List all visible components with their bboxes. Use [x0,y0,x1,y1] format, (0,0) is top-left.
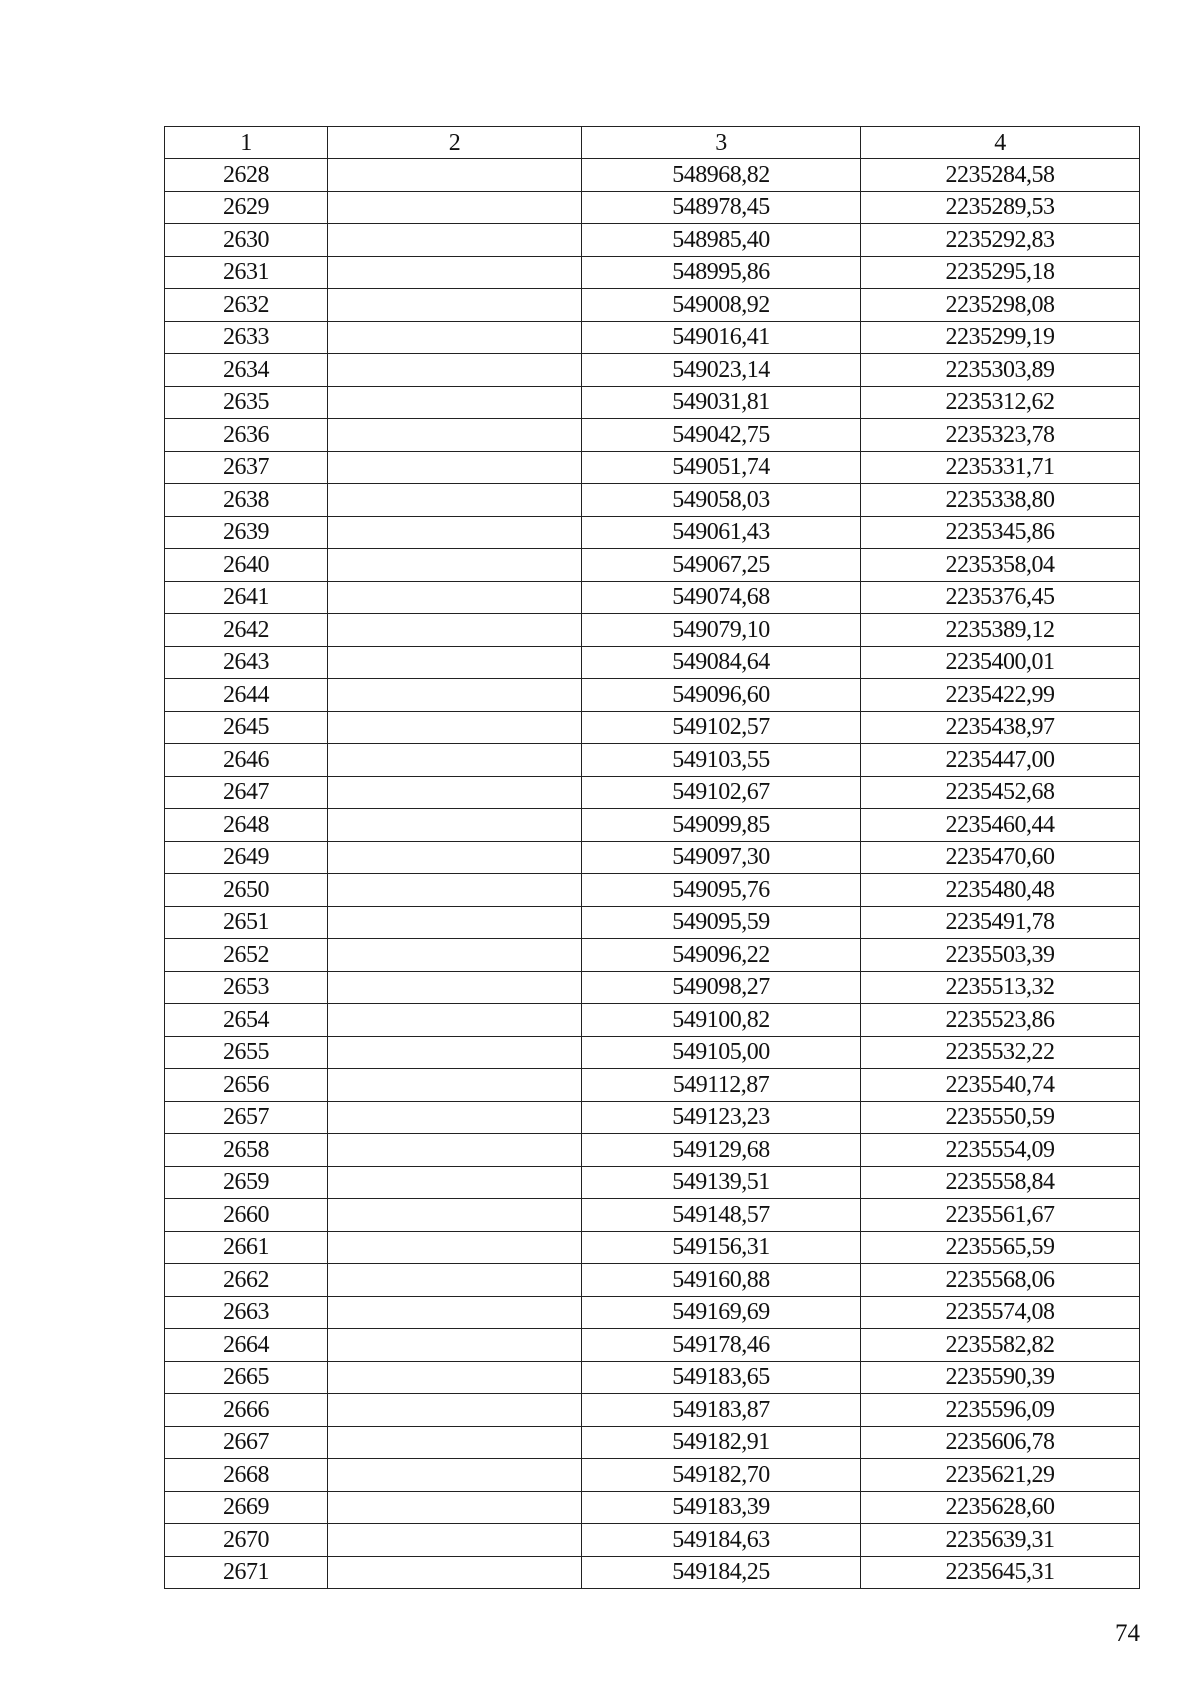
column-2-cell [328,159,582,192]
point-number-cell: 2657 [165,1101,328,1134]
x-coordinate-cell: 548978,45 [582,191,861,224]
table-row [165,1166,1140,1199]
point-number-cell: 2642 [165,614,328,647]
x-coordinate-cell: 549156,31 [582,1231,861,1264]
table-row [165,1491,1140,1524]
column-2-cell [328,874,582,907]
column-2-cell [328,516,582,549]
y-coordinate-cell: 2235295,18 [861,256,1140,289]
x-coordinate-cell: 549067,25 [582,549,861,582]
point-number-cell: 2663 [165,1296,328,1329]
y-coordinate-cell: 2235447,00 [861,744,1140,777]
y-coordinate-cell: 2235422,99 [861,679,1140,712]
point-number-cell: 2633 [165,321,328,354]
point-number-cell: 2634 [165,354,328,387]
x-coordinate-cell: 549182,91 [582,1426,861,1459]
y-coordinate-cell: 2235621,29 [861,1459,1140,1492]
table-row [165,646,1140,679]
column-2-cell [328,1426,582,1459]
point-number-cell: 2643 [165,646,328,679]
point-number-cell: 2644 [165,679,328,712]
point-number-cell: 2665 [165,1361,328,1394]
x-coordinate-cell: 549102,57 [582,711,861,744]
y-coordinate-cell: 2235565,59 [861,1231,1140,1264]
y-coordinate-cell: 2235645,31 [861,1556,1140,1589]
column-2-cell [328,1361,582,1394]
column-header-4: 4 [861,127,1140,159]
point-number-cell: 2646 [165,744,328,777]
x-coordinate-cell: 549183,65 [582,1361,861,1394]
column-header-3: 3 [582,127,861,159]
table-row [165,159,1140,192]
table-row [165,581,1140,614]
y-coordinate-cell: 2235299,19 [861,321,1140,354]
point-number-cell: 2662 [165,1264,328,1297]
point-number-cell: 2656 [165,1069,328,1102]
y-coordinate-cell: 2235400,01 [861,646,1140,679]
y-coordinate-cell: 2235289,53 [861,191,1140,224]
point-number-cell: 2671 [165,1556,328,1589]
point-number-cell: 2636 [165,419,328,452]
table-row [165,1394,1140,1427]
x-coordinate-cell: 549182,70 [582,1459,861,1492]
column-2-cell [328,386,582,419]
point-number-cell: 2638 [165,484,328,517]
point-number-cell: 2641 [165,581,328,614]
y-coordinate-cell: 2235532,22 [861,1036,1140,1069]
column-2-cell [328,1524,582,1557]
x-coordinate-cell: 549098,27 [582,971,861,1004]
y-coordinate-cell: 2235561,67 [861,1199,1140,1232]
x-coordinate-cell: 549183,87 [582,1394,861,1427]
y-coordinate-cell: 2235582,82 [861,1329,1140,1362]
x-coordinate-cell: 549031,81 [582,386,861,419]
x-coordinate-cell: 549160,88 [582,1264,861,1297]
y-coordinate-cell: 2235331,71 [861,451,1140,484]
column-2-cell [328,1296,582,1329]
table-row [165,321,1140,354]
column-2-cell [328,1199,582,1232]
x-coordinate-cell: 549084,64 [582,646,861,679]
point-number-cell: 2668 [165,1459,328,1492]
column-2-cell [328,1166,582,1199]
point-number-cell: 2670 [165,1524,328,1557]
y-coordinate-cell: 2235292,83 [861,224,1140,257]
column-2-cell [328,679,582,712]
point-number-cell: 2653 [165,971,328,1004]
table-row [165,451,1140,484]
y-coordinate-cell: 2235303,89 [861,354,1140,387]
point-number-cell: 2652 [165,939,328,972]
point-number-cell: 2632 [165,289,328,322]
table-row [165,614,1140,647]
column-2-cell [328,224,582,257]
column-2-cell [328,614,582,647]
column-2-cell [328,776,582,809]
point-number-cell: 2659 [165,1166,328,1199]
point-number-cell: 2637 [165,451,328,484]
column-2-cell [328,289,582,322]
y-coordinate-cell: 2235513,32 [861,971,1140,1004]
y-coordinate-cell: 2235452,68 [861,776,1140,809]
column-2-cell [328,906,582,939]
table-row [165,809,1140,842]
table-row [165,711,1140,744]
table-row [165,386,1140,419]
column-2-cell [328,1556,582,1589]
x-coordinate-cell: 549148,57 [582,1199,861,1232]
column-2-cell [328,451,582,484]
x-coordinate-cell: 549100,82 [582,1004,861,1037]
point-number-cell: 2660 [165,1199,328,1232]
y-coordinate-cell: 2235312,62 [861,386,1140,419]
y-coordinate-cell: 2235503,39 [861,939,1140,972]
column-2-cell [328,321,582,354]
column-2-cell [328,354,582,387]
column-2-cell [328,1069,582,1102]
x-coordinate-cell: 549095,76 [582,874,861,907]
point-number-cell: 2645 [165,711,328,744]
y-coordinate-cell: 2235338,80 [861,484,1140,517]
y-coordinate-cell: 2235550,59 [861,1101,1140,1134]
y-coordinate-cell: 2235480,48 [861,874,1140,907]
y-coordinate-cell: 2235491,78 [861,906,1140,939]
y-coordinate-cell: 2235523,86 [861,1004,1140,1037]
x-coordinate-cell: 549129,68 [582,1134,861,1167]
x-coordinate-cell: 549095,59 [582,906,861,939]
table-row [165,1556,1140,1589]
x-coordinate-cell: 549103,55 [582,744,861,777]
y-coordinate-cell: 2235323,78 [861,419,1140,452]
x-coordinate-cell: 549096,22 [582,939,861,972]
point-number-cell: 2635 [165,386,328,419]
point-number-cell: 2666 [165,1394,328,1427]
point-number-cell: 2664 [165,1329,328,1362]
x-coordinate-cell: 549058,03 [582,484,861,517]
column-header-1: 1 [165,127,328,159]
column-2-cell [328,1231,582,1264]
x-coordinate-cell: 549016,41 [582,321,861,354]
y-coordinate-cell: 2235376,45 [861,581,1140,614]
column-header-2: 2 [328,127,582,159]
point-number-cell: 2655 [165,1036,328,1069]
x-coordinate-cell: 549139,51 [582,1166,861,1199]
point-number-cell: 2640 [165,549,328,582]
point-number-cell: 2647 [165,776,328,809]
point-number-cell: 2631 [165,256,328,289]
point-number-cell: 2649 [165,841,328,874]
table-row [165,1426,1140,1459]
point-number-cell: 2630 [165,224,328,257]
table-row [165,1329,1140,1362]
y-coordinate-cell: 2235540,74 [861,1069,1140,1102]
column-2-cell [328,1394,582,1427]
table-row [165,1134,1140,1167]
column-2-cell [328,191,582,224]
table-row [165,971,1140,1004]
x-coordinate-cell: 549096,60 [582,679,861,712]
x-coordinate-cell: 549183,39 [582,1491,861,1524]
x-coordinate-cell: 549105,00 [582,1036,861,1069]
table-row [165,419,1140,452]
column-2-cell [328,549,582,582]
column-2-cell [328,1134,582,1167]
table-row [165,1231,1140,1264]
y-coordinate-cell: 2235590,39 [861,1361,1140,1394]
table-row [165,224,1140,257]
column-2-cell [328,939,582,972]
column-2-cell [328,484,582,517]
column-2-cell [328,256,582,289]
y-coordinate-cell: 2235606,78 [861,1426,1140,1459]
page-number: 74 [1115,1620,1140,1647]
point-number-cell: 2669 [165,1491,328,1524]
column-2-cell [328,841,582,874]
table-body [165,159,1140,1589]
column-2-cell [328,1264,582,1297]
y-coordinate-cell: 2235460,44 [861,809,1140,842]
table-row [165,256,1140,289]
table-row [165,939,1140,972]
table-row [165,874,1140,907]
column-2-cell [328,1329,582,1362]
y-coordinate-cell: 2235628,60 [861,1491,1140,1524]
x-coordinate-cell: 549184,25 [582,1556,861,1589]
table-row [165,1264,1140,1297]
column-2-cell [328,646,582,679]
table-row [165,1524,1140,1557]
table-row [165,744,1140,777]
y-coordinate-cell: 2235298,08 [861,289,1140,322]
table-row [165,1199,1140,1232]
y-coordinate-cell: 2235568,06 [861,1264,1140,1297]
x-coordinate-cell: 549169,69 [582,1296,861,1329]
table-row [165,1069,1140,1102]
table-row [165,841,1140,874]
column-2-cell [328,1004,582,1037]
table-row [165,1459,1140,1492]
y-coordinate-cell: 2235345,86 [861,516,1140,549]
table-row [165,289,1140,322]
coordinates-table [164,126,1140,1589]
table-row [165,679,1140,712]
x-coordinate-cell: 549061,43 [582,516,861,549]
x-coordinate-cell: 549099,85 [582,809,861,842]
x-coordinate-cell: 549023,14 [582,354,861,387]
column-2-cell [328,581,582,614]
point-number-cell: 2648 [165,809,328,842]
x-coordinate-cell: 549184,63 [582,1524,861,1557]
table-row [165,354,1140,387]
column-2-cell [328,1036,582,1069]
x-coordinate-cell: 548995,86 [582,256,861,289]
x-coordinate-cell: 549102,67 [582,776,861,809]
column-2-cell [328,1459,582,1492]
table-row [165,549,1140,582]
x-coordinate-cell: 549178,46 [582,1329,861,1362]
column-2-cell [328,711,582,744]
table-row [165,1036,1140,1069]
y-coordinate-cell: 2235554,09 [861,1134,1140,1167]
column-2-cell [328,1101,582,1134]
table-header-row [165,127,1140,159]
x-coordinate-cell: 548985,40 [582,224,861,257]
x-coordinate-cell: 549074,68 [582,581,861,614]
x-coordinate-cell: 549051,74 [582,451,861,484]
point-number-cell: 2654 [165,1004,328,1037]
column-2-cell [328,971,582,1004]
table-row [165,1361,1140,1394]
point-number-cell: 2651 [165,906,328,939]
x-coordinate-cell: 549042,75 [582,419,861,452]
table-row [165,484,1140,517]
x-coordinate-cell: 549112,87 [582,1069,861,1102]
x-coordinate-cell: 549079,10 [582,614,861,647]
x-coordinate-cell: 549123,23 [582,1101,861,1134]
y-coordinate-cell: 2235358,04 [861,549,1140,582]
column-2-cell [328,1491,582,1524]
column-2-cell [328,809,582,842]
table-row [165,906,1140,939]
table-row [165,191,1140,224]
y-coordinate-cell: 2235596,09 [861,1394,1140,1427]
table-row [165,516,1140,549]
table-row [165,776,1140,809]
y-coordinate-cell: 2235284,58 [861,159,1140,192]
point-number-cell: 2667 [165,1426,328,1459]
table-row [165,1101,1140,1134]
y-coordinate-cell: 2235558,84 [861,1166,1140,1199]
point-number-cell: 2658 [165,1134,328,1167]
point-number-cell: 2628 [165,159,328,192]
x-coordinate-cell: 549097,30 [582,841,861,874]
x-coordinate-cell: 549008,92 [582,289,861,322]
y-coordinate-cell: 2235574,08 [861,1296,1140,1329]
x-coordinate-cell: 548968,82 [582,159,861,192]
point-number-cell: 2639 [165,516,328,549]
point-number-cell: 2661 [165,1231,328,1264]
point-number-cell: 2629 [165,191,328,224]
point-number-cell: 2650 [165,874,328,907]
column-2-cell [328,419,582,452]
column-2-cell [328,744,582,777]
y-coordinate-cell: 2235389,12 [861,614,1140,647]
table-row [165,1004,1140,1037]
table-row [165,1296,1140,1329]
y-coordinate-cell: 2235438,97 [861,711,1140,744]
y-coordinate-cell: 2235470,60 [861,841,1140,874]
y-coordinate-cell: 2235639,31 [861,1524,1140,1557]
